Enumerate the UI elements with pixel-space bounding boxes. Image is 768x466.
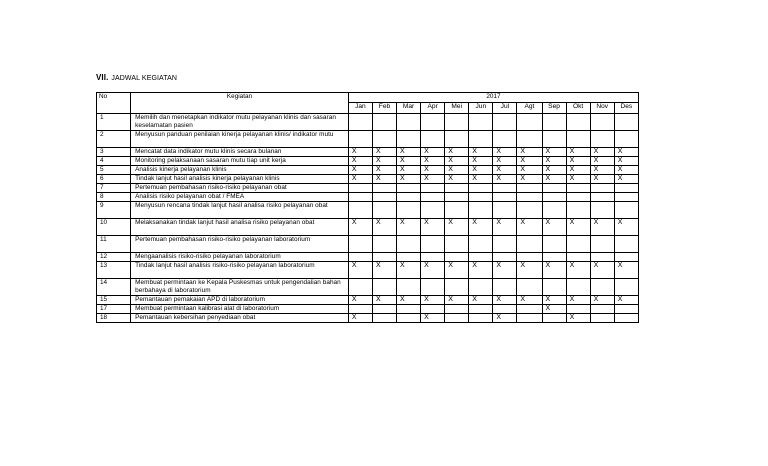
schedule-mark: X [566, 219, 590, 236]
row-number: 14 [97, 279, 131, 296]
month-header: Okt [566, 103, 590, 114]
schedule-cell-empty [614, 114, 638, 131]
schedule-cell-empty [614, 305, 638, 314]
schedule-mark: X [397, 262, 421, 279]
schedule-mark: X [469, 175, 493, 184]
schedule-mark: X [397, 166, 421, 175]
row-number: 15 [97, 296, 131, 305]
schedule-cell-empty [397, 202, 421, 219]
schedule-mark: X [421, 262, 445, 279]
activity-cell: Memilih dan menetapkan indikator mutu pelayanan klinis dan sasaran keselamatan pasien [131, 114, 349, 131]
schedule-cell-empty [614, 202, 638, 219]
schedule-mark: X [566, 262, 590, 279]
month-header: Nov [590, 103, 614, 114]
schedule-cell-empty [517, 184, 542, 193]
schedule-cell-empty [445, 236, 469, 253]
schedule-cell-empty [517, 279, 542, 296]
schedule-mark: X [348, 314, 372, 323]
schedule-cell-empty [469, 253, 493, 262]
schedule-cell-empty [493, 202, 517, 219]
schedule-cell-empty [517, 236, 542, 253]
month-header: Mar [397, 103, 421, 114]
schedule-cell-empty [469, 193, 493, 202]
schedule-cell-empty [493, 305, 517, 314]
schedule-cell-empty [372, 114, 396, 131]
month-header: Agt [517, 103, 542, 114]
schedule-cell-empty [421, 236, 445, 253]
schedule-mark: X [493, 175, 517, 184]
schedule-cell-empty [421, 279, 445, 296]
schedule-cell-empty [421, 184, 445, 193]
schedule-mark: X [590, 175, 614, 184]
schedule-mark: X [445, 262, 469, 279]
schedule-cell-empty [348, 279, 372, 296]
schedule-mark: X [614, 262, 638, 279]
schedule-mark: X [372, 296, 396, 305]
schedule-mark: X [614, 175, 638, 184]
schedule-mark: X [542, 296, 566, 305]
schedule-mark: X [517, 166, 542, 175]
month-header: Jun [469, 103, 493, 114]
month-header: Jan [348, 103, 372, 114]
row-number: 2 [97, 131, 131, 148]
table-row [97, 262, 639, 279]
activity-cell: Menyusun panduan penilaian kinerja pelayanan klinis/ indikator mutu [131, 131, 349, 148]
table-row [97, 175, 639, 184]
schedule-mark: X [469, 296, 493, 305]
activity-cell: Membuat permintaan kalibrasi alat di laboratorium [131, 305, 349, 314]
schedule-cell-empty [590, 131, 614, 148]
row-number: 5 [97, 166, 131, 175]
schedule-mark: X [348, 175, 372, 184]
schedule-cell-empty [493, 131, 517, 148]
schedule-cell-empty [566, 131, 590, 148]
schedule-mark: X [372, 148, 396, 157]
schedule-cell-empty [372, 236, 396, 253]
schedule-cell-empty [397, 236, 421, 253]
schedule-mark: X [469, 219, 493, 236]
activity-cell: Melaksanakan tindak lanjut hasil analisa risiko pelayanan obat [131, 219, 349, 236]
schedule-mark: X [469, 166, 493, 175]
schedule-cell-empty [348, 305, 372, 314]
schedule-cell-empty [542, 193, 566, 202]
schedule-cell-empty [614, 193, 638, 202]
schedule-cell-empty [517, 131, 542, 148]
schedule-cell-empty [397, 279, 421, 296]
schedule-cell-empty [348, 236, 372, 253]
schedule-cell-empty [445, 279, 469, 296]
schedule-mark: X [421, 314, 445, 323]
schedule-mark: X [445, 296, 469, 305]
schedule-mark: X [493, 296, 517, 305]
schedule-mark: X [445, 175, 469, 184]
schedule-mark: X [372, 157, 396, 166]
schedule-mark: X [517, 175, 542, 184]
schedule-cell-empty [566, 253, 590, 262]
schedule-cell-empty [348, 253, 372, 262]
table-row [97, 184, 639, 193]
schedule-mark: X [590, 148, 614, 157]
schedule-cell-empty [542, 236, 566, 253]
schedule-cell-empty [372, 305, 396, 314]
activity-cell: Pemantauan kebersihan penyediaan obat [131, 314, 349, 323]
schedule-cell-empty [566, 279, 590, 296]
schedule-cell-empty [566, 184, 590, 193]
schedule-cell-empty [542, 114, 566, 131]
table-row [97, 202, 639, 219]
schedule-mark: X [614, 296, 638, 305]
schedule-cell-empty [421, 202, 445, 219]
schedule-mark: X [493, 262, 517, 279]
schedule-cell-empty [517, 202, 542, 219]
schedule-mark: X [614, 166, 638, 175]
schedule-cell-empty [566, 305, 590, 314]
table-row [97, 114, 639, 131]
schedule-mark: X [397, 219, 421, 236]
schedule-cell-empty [469, 184, 493, 193]
schedule-mark: X [493, 314, 517, 323]
row-number: 1 [97, 114, 131, 131]
schedule-cell-empty [590, 193, 614, 202]
table-row [97, 148, 639, 157]
schedule-cell-empty [348, 114, 372, 131]
row-number: 12 [97, 253, 131, 262]
schedule-mark: X [542, 157, 566, 166]
schedule-cell-empty [397, 314, 421, 323]
activity-cell: Analisis risiko pelayanan obat / FMEA [131, 193, 349, 202]
table-row [97, 236, 639, 253]
row-number: 10 [97, 219, 131, 236]
schedule-mark: X [517, 148, 542, 157]
section-heading [96, 73, 177, 82]
schedule-cell-empty [445, 202, 469, 219]
schedule-cell-empty [493, 279, 517, 296]
schedule-mark: X [421, 166, 445, 175]
schedule-cell-empty [590, 305, 614, 314]
schedule-cell-empty [348, 193, 372, 202]
schedule-cell-empty [397, 184, 421, 193]
schedule-mark: X [445, 219, 469, 236]
schedule-cell-empty [469, 114, 493, 131]
table-row [97, 305, 639, 314]
schedule-cell-empty [397, 131, 421, 148]
activity-cell: Tindak lanjut hasil analisis risiko-risiko pelayanan laboratorium [131, 262, 349, 279]
schedule-cell-empty [614, 279, 638, 296]
activity-cell: Mencatat data indikator mutu klinis secara bulanan [131, 148, 349, 157]
schedule-mark: X [614, 219, 638, 236]
schedule-cell-empty [517, 314, 542, 323]
schedule-cell-empty [372, 131, 396, 148]
header-no: No [97, 93, 131, 114]
schedule-mark: X [469, 148, 493, 157]
schedule-mark: X [542, 305, 566, 314]
schedule-cell-empty [445, 305, 469, 314]
table-row [97, 296, 639, 305]
table-row [97, 314, 639, 323]
schedule-cell-empty [372, 193, 396, 202]
schedule-cell-empty [493, 193, 517, 202]
schedule-mark: X [566, 314, 590, 323]
section-title-text: JADWAL KEGIATAN [111, 75, 178, 82]
schedule-mark: X [348, 148, 372, 157]
schedule-mark: X [469, 157, 493, 166]
row-number: 18 [97, 314, 131, 323]
schedule-mark: X [542, 219, 566, 236]
schedule-mark: X [348, 157, 372, 166]
schedule-mark: X [445, 148, 469, 157]
schedule-cell-empty [542, 184, 566, 193]
schedule-mark: X [372, 262, 396, 279]
schedule-cell-empty [517, 253, 542, 262]
month-header: Sep [542, 103, 566, 114]
table-row [97, 131, 639, 148]
schedule-mark: X [421, 157, 445, 166]
row-number: 7 [97, 184, 131, 193]
schedule-mark: X [421, 148, 445, 157]
schedule-cell-empty [517, 114, 542, 131]
schedule-mark: X [590, 219, 614, 236]
schedule-cell-empty [469, 314, 493, 323]
month-header: Apr [421, 103, 445, 114]
schedule-cell-empty [493, 253, 517, 262]
schedule-mark: X [397, 296, 421, 305]
schedule-mark: X [590, 296, 614, 305]
activity-cell: Pertemuan pembahasan risiko-risiko pelayanan laboratorium [131, 236, 349, 253]
schedule-cell-empty [445, 193, 469, 202]
schedule-mark: X [397, 148, 421, 157]
schedule-cell-empty [348, 131, 372, 148]
schedule-mark: X [517, 157, 542, 166]
table-row [97, 193, 639, 202]
schedule-cell-empty [590, 202, 614, 219]
schedule-cell-empty [348, 202, 372, 219]
schedule-cell-empty [590, 114, 614, 131]
schedule-mark: X [566, 166, 590, 175]
schedule-mark: X [397, 157, 421, 166]
activity-cell: Pertemuan pembahasan risiko-risiko pelayanan obat [131, 184, 349, 193]
schedule-cell-empty [445, 184, 469, 193]
schedule-cell-empty [590, 279, 614, 296]
schedule-mark: X [348, 296, 372, 305]
schedule-mark: X [517, 296, 542, 305]
schedule-cell-empty [469, 131, 493, 148]
schedule-cell-empty [397, 193, 421, 202]
schedule-cell-empty [542, 279, 566, 296]
schedule-cell-empty [445, 131, 469, 148]
schedule-body [97, 114, 639, 323]
schedule-mark: X [493, 166, 517, 175]
schedule-mark: X [421, 175, 445, 184]
schedule-cell-empty [469, 279, 493, 296]
schedule-cell-empty [566, 193, 590, 202]
row-number: 17 [97, 305, 131, 314]
schedule-cell-empty [542, 314, 566, 323]
schedule-mark: X [445, 157, 469, 166]
schedule-cell-empty [445, 314, 469, 323]
activity-cell: Pemantauan pemakaian APD di laboratorium [131, 296, 349, 305]
schedule-mark: X [493, 148, 517, 157]
schedule-cell-empty [517, 193, 542, 202]
schedule-cell-empty [372, 314, 396, 323]
schedule-cell-empty [348, 184, 372, 193]
schedule-cell-empty [614, 314, 638, 323]
schedule-mark: X [372, 175, 396, 184]
schedule-cell-empty [469, 305, 493, 314]
schedule-cell-empty [445, 253, 469, 262]
schedule-cell-empty [397, 114, 421, 131]
schedule-cell-empty [397, 305, 421, 314]
table-row [97, 157, 639, 166]
row-number: 9 [97, 202, 131, 219]
row-number: 8 [97, 193, 131, 202]
row-number: 13 [97, 262, 131, 279]
schedule-cell-empty [493, 236, 517, 253]
activity-cell: Menyusun rencana tindak lanjut hasil analisa risiko pelayanan obat [131, 202, 349, 219]
schedule-cell-empty [590, 253, 614, 262]
month-header: Jul [493, 103, 517, 114]
schedule-mark: X [372, 219, 396, 236]
section-number: VII. [96, 73, 109, 82]
schedule-mark: X [421, 219, 445, 236]
schedule-cell-empty [590, 236, 614, 253]
schedule-mark: X [542, 166, 566, 175]
table-row [97, 219, 639, 236]
schedule-cell-empty [614, 253, 638, 262]
schedule-mark: X [372, 166, 396, 175]
schedule-mark: X [469, 262, 493, 279]
schedule-mark: X [566, 175, 590, 184]
schedule-cell-empty [566, 114, 590, 131]
schedule-cell-empty [542, 131, 566, 148]
month-header: Des [614, 103, 638, 114]
schedule-mark: X [566, 148, 590, 157]
schedule-cell-empty [493, 114, 517, 131]
schedule-mark: X [566, 296, 590, 305]
row-number: 6 [97, 175, 131, 184]
schedule-mark: X [397, 175, 421, 184]
schedule-cell-empty [590, 314, 614, 323]
schedule-mark: X [445, 166, 469, 175]
schedule-cell-empty [517, 305, 542, 314]
table-row [97, 253, 639, 262]
schedule-cell-empty [590, 184, 614, 193]
schedule-mark: X [348, 166, 372, 175]
schedule-cell-empty [614, 131, 638, 148]
activity-cell: Tindak lanjut hasil analisis kinerja pelayanan klinis [131, 175, 349, 184]
schedule-cell-empty [469, 202, 493, 219]
schedule-mark: X [614, 148, 638, 157]
schedule-cell-empty [372, 279, 396, 296]
schedule-cell-empty [445, 114, 469, 131]
schedule-mark: X [590, 166, 614, 175]
activity-cell: Membuat permintaan ke Kepala Puskesmas untuk pengendalian bahan berbahaya di laboratorium [131, 279, 349, 296]
schedule-cell-empty [421, 114, 445, 131]
schedule-mark: X [566, 157, 590, 166]
schedule-mark: X [614, 157, 638, 166]
schedule-cell-empty [421, 131, 445, 148]
schedule-cell-empty [372, 253, 396, 262]
schedule-mark: X [542, 148, 566, 157]
activity-cell: Mengaanalisis risiko-risiko pelayanan laboratorium [131, 253, 349, 262]
schedule-mark: X [517, 219, 542, 236]
month-header: Mei [445, 103, 469, 114]
table-row [97, 166, 639, 175]
row-number: 4 [97, 157, 131, 166]
schedule-cell-empty [372, 184, 396, 193]
schedule-cell-empty [421, 193, 445, 202]
schedule-table [96, 92, 639, 323]
schedule-mark: X [590, 157, 614, 166]
schedule-mark: X [493, 219, 517, 236]
schedule-cell-empty [566, 236, 590, 253]
activity-cell: Monitoring pelaksanaan sasaran mutu tiap unit kerja [131, 157, 349, 166]
schedule-mark: X [348, 262, 372, 279]
schedule-cell-empty [614, 236, 638, 253]
header-activity: Kegiatan [131, 93, 349, 114]
schedule-cell-empty [542, 253, 566, 262]
schedule-cell-empty [542, 202, 566, 219]
schedule-mark: X [421, 296, 445, 305]
month-header: Feb [372, 103, 396, 114]
header-year: 2017 [348, 93, 638, 103]
schedule-cell-empty [397, 253, 421, 262]
schedule-cell-empty [614, 184, 638, 193]
schedule-mark: X [348, 219, 372, 236]
schedule-cell-empty [421, 253, 445, 262]
row-number: 11 [97, 236, 131, 253]
schedule-cell-empty [493, 184, 517, 193]
schedule-mark: X [493, 157, 517, 166]
schedule-cell-empty [372, 202, 396, 219]
schedule-cell-empty [469, 236, 493, 253]
schedule-cell-empty [566, 202, 590, 219]
table-row [97, 279, 639, 296]
activity-cell: Analisis kinerja pelayanan klinis [131, 166, 349, 175]
row-number: 3 [97, 148, 131, 157]
schedule-mark: X [590, 262, 614, 279]
schedule-mark: X [517, 262, 542, 279]
schedule-mark: X [542, 175, 566, 184]
schedule-mark: X [542, 262, 566, 279]
schedule-cell-empty [421, 305, 445, 314]
